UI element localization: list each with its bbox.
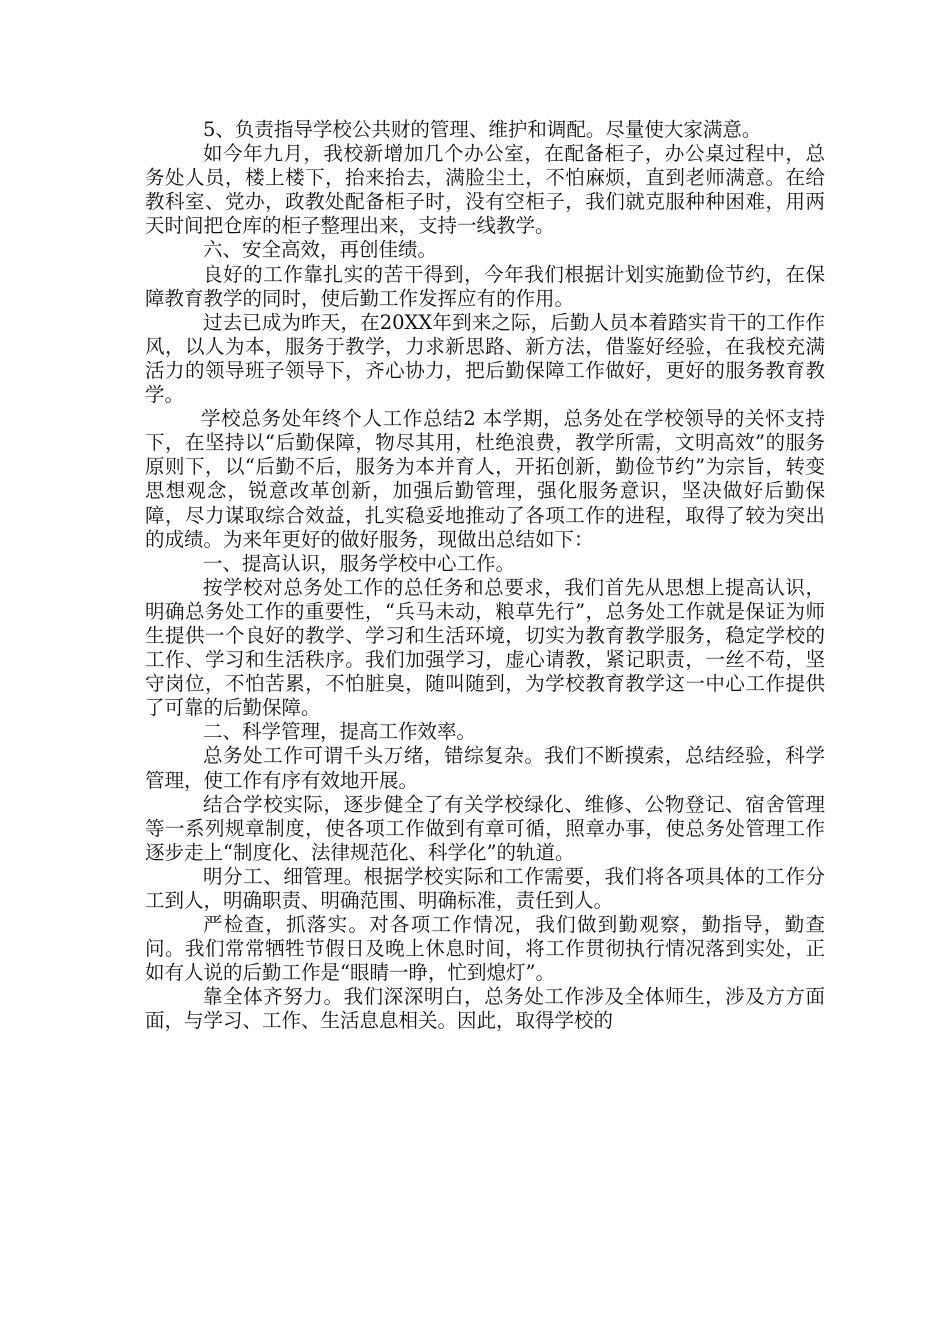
paragraph-strict-inspection: 严检查，抓落实。对各项工作情况，我们做到勤观察，勤指导，勤查问。我们常常牺牲节假日及晚上休息时间，将工作贯彻执行情况落到实处，正如有人说的后勤工作是“眼睛一睁，忙到熄灯”。 <box>145 913 825 985</box>
paragraph-raise-awareness: 按学校对总务处工作的总任务和总要求，我们首先从思想上提高认识，明确总务处工作的重要性，“兵马未动，粮草先行”，总务处工作就是保证为师生提供一个良好的教学、学习和生活环境，切实为教育教学服务，稳定学校的工作、学习和生活秩序。我们加强学习，虚心请教，紧记职责，一丝不苟，坚守岗位，不怕苦累，不怕脏臭，随叫随到，为学校教育教学这一中心工作提供了可靠的后勤保障。 <box>145 575 825 720</box>
document-body <box>145 118 825 1034</box>
paragraph-past-yesterday: 过去已成为昨天，在20XX年到来之际，后勤人员本着踏实肯干的工作作风，以人为本，服务于教学，力求新思路、新方法，借鉴好经验，在我校充满活力的领导班子领导下，齐心协力，把后勤保障工作做好，更好的服务教育教学。 <box>145 310 825 407</box>
paragraph-division-of-labor: 明分工、细管理。根据学校实际和工作需要，我们将各项具体的工作分工到人，明确职责、明确范围、明确标准，责任到人。 <box>145 864 825 912</box>
paragraph-cabinet-example: 如今年九月，我校新增加几个办公室，在配备柜子，办公桌过程中，总务处人员，楼上楼下，抬来抬去，满脸尘土，不怕麻烦，直到老师满意。在给教科室、党办，政教处配备柜子时，没有空柜子，我们就克服种种困难，用两天时间把仓库的柜子整理出来，支持一线教学。 <box>145 142 825 238</box>
paragraph-summary-2-intro: 学校总务处年终个人工作总结2 本学期，总务处在学校领导的关怀支持下，在坚持以“后勤保障，物尽其用，杜绝浪费，教学所需，文明高效”的服务原则下，以“后勤不后，服务为本并育人，开拓创新，勤俭节约”为宗旨，转变思想观念，锐意改革创新，加强后勤管理，强化服务意识，坚决做好后勤保障，尽力谋取综合效益，扎实稳妥地推动了各项工作的进程，取得了较为突出的成绩。为来年更好的做好服务，现做出总结如下： <box>145 407 825 551</box>
paragraph-rules-system: 结合学校实际，逐步健全了有关学校绿化、维修、公物登记、宿舍管理等一系列规章制度，使各项工作做到有章可循，照章办事，使总务处管理工作逐步走上“制度化、法律规范化、科学化”的轨道。 <box>145 792 825 864</box>
paragraph-collective-effort: 靠全体齐努力。我们深深明白，总务处工作涉及全体师生，涉及方方面面，与学习、工作、生活息息相关。因此，取得学校的 <box>145 985 825 1033</box>
paragraph-item-5: 5、负责指导学校公共财的管理、维护和调配。尽量使大家满意。 <box>203 118 762 141</box>
section-heading-one: 一、提高认识，服务学校中心工作。 <box>203 551 516 575</box>
paragraph-scientific-management: 总务处工作可谓千头万绪，错综复杂。我们不断摸索，总结经验，科学管理，使工作有序有效地开展。 <box>145 744 825 792</box>
section-heading-six: 六、安全高效，再创佳绩。 <box>203 238 438 262</box>
paragraph-hard-work: 良好的工作靠扎实的苦干得到，今年我们根据计划实施勤俭节约，在保障教育教学的同时，使后勤工作发挥应有的作用。 <box>145 262 825 310</box>
section-heading-two: 二、科学管理，提高工作效率。 <box>203 720 477 744</box>
